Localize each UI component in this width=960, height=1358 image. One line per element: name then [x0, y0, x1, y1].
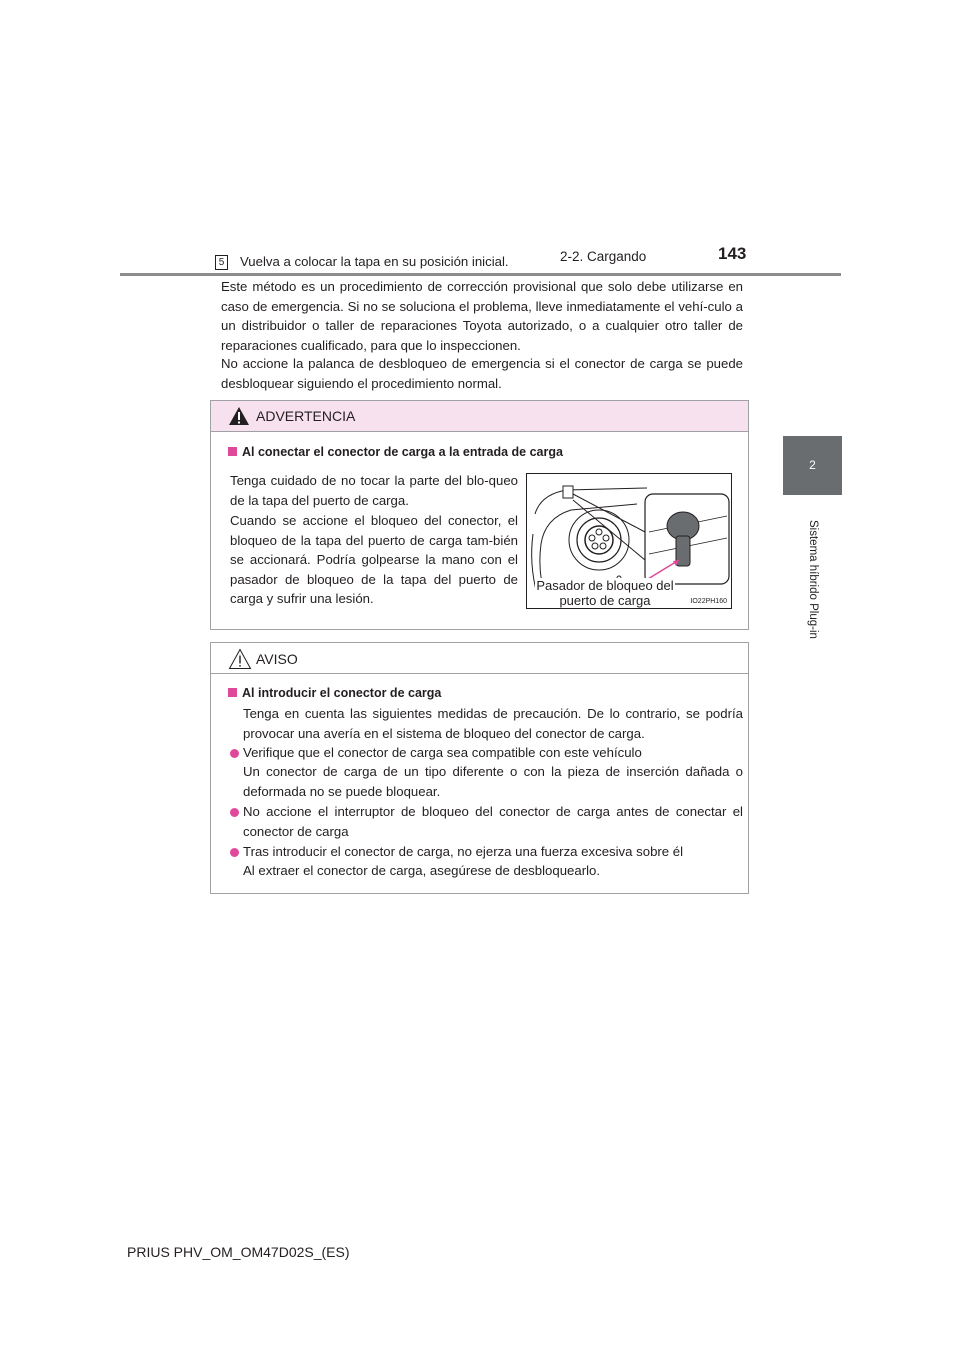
bullet-dot-icon — [230, 848, 239, 857]
document-code: PRIUS PHV_OM_OM47D02S_(ES) — [127, 1244, 350, 1260]
step-paragraph-1: Este método es un procedimiento de corrección provisional que solo debe utilizarse en caso de emergencia. Si no se soluciona el problema, lleve inmediatamente el vehí-culo a un distribuidor o taller de reparaciones Toyota autorizado, o a cualquier otro taller de reparaciones cualificado, para que lo inspeccionen. — [221, 279, 743, 353]
chapter-label — [805, 520, 821, 640]
bullet-dot-icon — [230, 749, 239, 758]
charge-port-illustration — [526, 473, 732, 609]
notice-bullet-3-body: Al extraer el conector de carga, asegúrese de desbloquearlo. — [243, 863, 601, 878]
notice-bullet-2-title: No accione el interruptor de bloqueo del conector de carga antes de conectar el conector de carga — [243, 804, 743, 839]
bullet-dot-icon — [230, 808, 239, 817]
notice-title: AVISO — [256, 651, 298, 667]
warning-paragraph-2: Cuando se accione el bloqueo del conector, el bloqueo de la tapa del puerto de carga tam-bién se accionará. Podría golpearse la mano con el pasador de bloqueo de la tapa del puerto de carga y sufrir una lesión. — [230, 513, 518, 606]
warning-icon — [228, 406, 250, 426]
square-bullet-icon — [228, 688, 237, 697]
notice-intro: Tenga en cuenta las siguientes medidas de precaución. De lo contrario, se podría provocar una avería en el sistema de bloqueo del conector de carga. — [243, 706, 743, 741]
figure-code: IO22PH160 — [690, 598, 727, 605]
notice-header — [211, 643, 748, 674]
header-divider — [120, 273, 841, 276]
notice-box — [210, 642, 749, 894]
warning-title: ADVERTENCIA — [256, 408, 356, 424]
chapter-tab: 2 — [783, 436, 842, 495]
warning-box — [210, 400, 749, 630]
figure-caption: Pasador de bloqueo del puerto de carga — [536, 578, 674, 608]
notice-bullet-1-body: Un conector de carga de un tipo diferente o con la pieza de inserción dañada o deformada no se puede bloquear. — [243, 764, 743, 799]
step-paragraph-2: No accione la palanca de desbloqueo de emergencia si el conector de carga se puede desbloquear siguiendo el procedimiento normal. — [221, 356, 743, 391]
square-bullet-icon — [228, 447, 237, 456]
notice-bullet-1-title: Verifique que el conector de carga sea compatible con este vehículo — [243, 745, 642, 760]
notice-heading: Al introducir el conector de carga — [228, 686, 441, 700]
step-number-badge: 5 — [215, 255, 228, 270]
warning-heading: Al conectar el conector de carga a la entrada de carga — [228, 445, 563, 459]
page-number: 143 — [718, 244, 747, 263]
warning-header — [211, 401, 748, 432]
warning-paragraph-1: Tenga cuidado de no tocar la parte del blo-queo de la tapa del puerto de carga. — [230, 473, 518, 508]
section-title: 2-2. Cargando — [560, 249, 647, 264]
step-text: Vuelva a colocar la tapa en su posición inicial. — [240, 254, 509, 269]
notice-bullet-3-title: Tras introducir el conector de carga, no ejerza una fuerza excesiva sobre él — [243, 844, 684, 859]
chapter-title: Sistema híbrido Plug-in — [807, 520, 819, 639]
caution-icon — [228, 648, 252, 670]
